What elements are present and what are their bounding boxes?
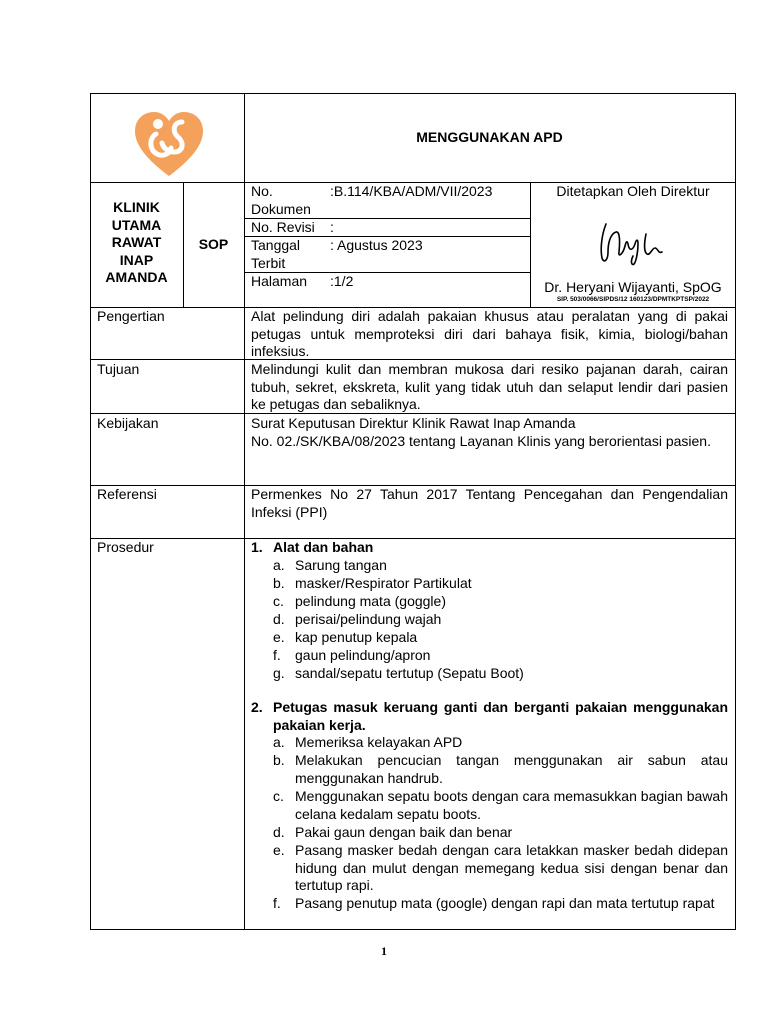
section-1-number: 1. xyxy=(251,539,263,555)
list-item-marker: f. xyxy=(273,895,281,911)
list-item: pelindung mata (goggle) xyxy=(295,593,446,609)
list-item-marker: d. xyxy=(273,611,285,627)
clinic-name-line: INAP xyxy=(119,251,154,268)
tanggal-value: : Agustus 2023 xyxy=(330,237,423,253)
no-dokumen-label-2: Dokumen xyxy=(251,201,311,217)
director-name: Dr. Heryani Wijayanti, SpOG xyxy=(544,279,722,295)
kebijakan-line1: Surat Keputusan Direktur Klinik Rawat Inap Amanda xyxy=(251,415,576,431)
list-item-marker: g. xyxy=(273,665,285,681)
heart-logo-icon xyxy=(132,110,206,180)
tujuan-label: Tujuan xyxy=(97,361,140,377)
sip-number: SIP. 503/0066/SIPDS/12 160123/DPMTKPTSP/2022 xyxy=(556,296,710,303)
section-1-title: Alat dan bahan xyxy=(273,539,374,555)
list-item: sandal/sepatu tertutup (Sepatu Boot) xyxy=(295,665,524,681)
no-revisi-value: : xyxy=(330,219,334,235)
tujuan-text: Melindungi kulit dan membran mukosa dari resiko pajanan darah, cairan tubuh, sekret, ekskreta, kulit yang tidak utuh dan selaput lendir dari pasien ke petugas dan sebaliknya. xyxy=(251,361,728,412)
list-item-marker: a. xyxy=(273,734,285,750)
pengertian-text: Alat pelindung diri adalah pakaian khusus atau peralatan yang di pakai petugas untuk memproteksi diri dari bahaya fisik, kimia, biologi/bahan infeksius. xyxy=(251,308,728,359)
page-number: 1 xyxy=(381,944,387,958)
list-item-marker: a. xyxy=(273,557,285,573)
kebijakan-label: Kebijakan xyxy=(97,415,159,431)
list-item: kap penutup kepala xyxy=(295,629,418,645)
sop-label: SOP xyxy=(198,236,229,252)
list-item-marker: d. xyxy=(273,824,285,840)
list-item-marker: b. xyxy=(273,752,285,768)
clinic-name xyxy=(90,199,183,287)
list-item-marker: e. xyxy=(273,629,285,645)
kebijakan-text: No. 02./SK/KBA/08/2023 tentang Layanan Klinis yang berorientasi pasien. xyxy=(251,433,711,449)
list-item: Pasang penutup mata (google) dengan rapi dan mata tertutup rapat xyxy=(295,895,715,911)
clinic-logo xyxy=(132,110,206,180)
ditetapkan-label: Ditetapkan Oleh Direktur xyxy=(556,183,710,199)
list-item: perisai/pelindung wajah xyxy=(295,611,442,627)
list-item-marker: f. xyxy=(273,647,281,663)
prosedur-label: Prosedur xyxy=(97,539,154,555)
signature-icon xyxy=(592,218,672,268)
list-item-marker: c. xyxy=(273,788,284,804)
director-signature xyxy=(592,218,672,268)
list-item: Sarung tangan xyxy=(295,557,387,573)
list-item: masker/Respirator Partikulat xyxy=(295,575,472,591)
referensi-label: Referensi xyxy=(97,486,157,502)
list-item-marker: b. xyxy=(273,575,285,591)
halaman-label: Halaman xyxy=(251,273,308,289)
clinic-name-line: RAWAT xyxy=(111,234,162,250)
document-title: MENGGUNAKAN APD xyxy=(416,129,563,145)
halaman-value: :1/2 xyxy=(330,273,354,289)
no-revisi-label: No. Revisi xyxy=(251,219,315,235)
list-item-marker: e. xyxy=(273,842,285,858)
referensi-text: Permenkes No 27 Tahun 2017 Tentang Pencegahan dan Pengendalian Infeksi (PPI) xyxy=(251,486,728,520)
list-item: Memeriksa kelayakan APD xyxy=(295,734,463,750)
list-item: Pasang masker bedah dengan cara letakkan masker bedah didepan hidung dan mulut dengan memegang kedua sisi dengan benar dan tertutup rapi. xyxy=(295,842,728,893)
no-dokumen-value: :B.114/KBA/ADM/VII/2023 xyxy=(330,183,493,199)
clinic-name-line: AMANDA xyxy=(105,269,168,285)
list-item-marker: c. xyxy=(273,593,284,609)
clinic-name-line: KLINIK xyxy=(113,199,160,215)
tanggal-label-2: Terbit xyxy=(251,255,286,271)
tanggal-label: Tanggal xyxy=(251,237,301,253)
list-item: Menggunakan sepatu boots dengan cara memasukkan bagian bawah celana kedalam sepatu boots. xyxy=(295,788,728,822)
list-item: gaun pelindung/apron xyxy=(295,647,431,663)
section-2-number: 2. xyxy=(251,699,263,715)
section-2-title: Petugas masuk keruang ganti dan berganti pakaian menggunakan pakaian kerja. xyxy=(273,699,728,733)
clinic-name-line: UTAMA xyxy=(111,216,162,233)
pengertian-label: Pengertian xyxy=(97,308,165,324)
no-dokumen-label: No. xyxy=(251,183,273,199)
list-item: Pakai gaun dengan baik dan benar xyxy=(295,824,513,840)
list-item: Melakukan pencucian tangan menggunakan air sabun atau menggunakan handrub. xyxy=(295,752,728,786)
